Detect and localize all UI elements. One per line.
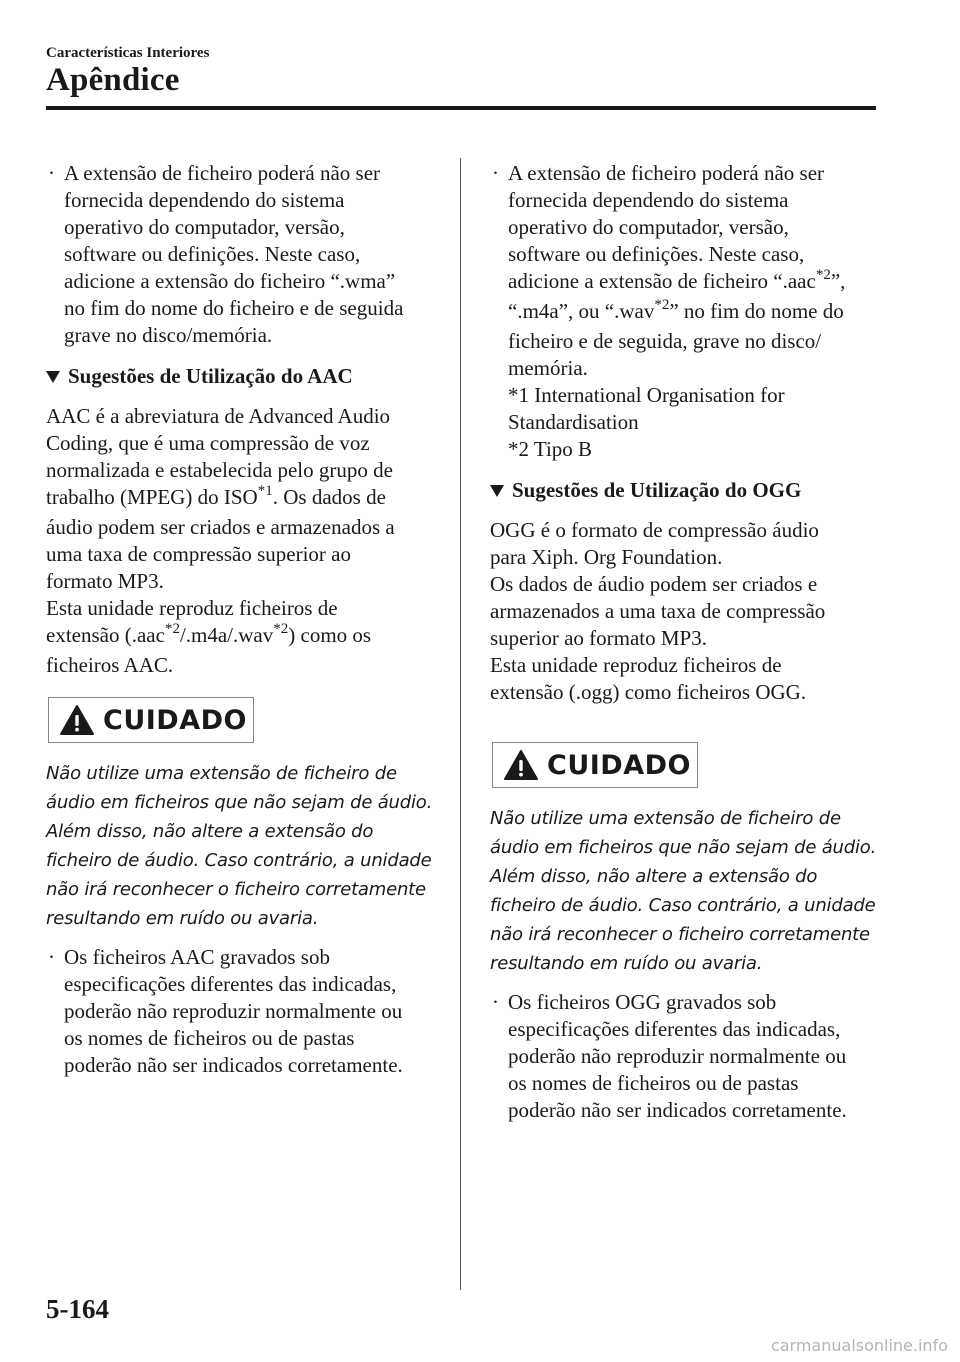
paragraph-line: normalizada e estabelecida pelo grupo de	[46, 458, 393, 482]
aac-heading	[46, 363, 446, 390]
caution-line: Não utilize uma extensão de ficheiro de	[46, 763, 397, 784]
caution-line: não irá reconhecer o ficheiro corretamente	[46, 879, 426, 900]
bullet-line	[508, 268, 890, 298]
caution-box	[492, 742, 698, 788]
bullet-line: poderão não reproduzir normalmente ou	[508, 1044, 847, 1068]
bullet-line: software ou definições. Neste caso,	[64, 242, 361, 266]
bullet-line: poderão não reproduzir normalmente ou	[64, 999, 403, 1023]
footnote-line: *2 Tipo B	[508, 437, 593, 461]
caution-line: áudio em ficheiros que não sejam de áudio.	[490, 837, 877, 858]
aac-paragraph	[46, 403, 446, 679]
caution-label: CUIDADO	[103, 704, 247, 736]
footnote-ref: *2	[164, 621, 180, 637]
bullet-line: especificações diferentes das indicadas,	[64, 972, 397, 996]
watermark: carmanualsonline.info	[770, 1336, 948, 1355]
bullet-dot: ·	[48, 161, 55, 185]
footnote-ref: *2	[815, 267, 831, 283]
bullet-line: fornecida dependendo do sistema	[64, 188, 345, 212]
paragraph-line: OGG é o formato de compressão áudio	[490, 518, 819, 542]
bullet-line: poderão não ser indicados corretamente.	[64, 1053, 403, 1077]
ogg-heading	[490, 477, 890, 504]
bullet-aac-specs	[46, 944, 446, 1079]
caution-box	[48, 697, 254, 743]
bullet-dot: ·	[492, 161, 499, 185]
paragraph-line: áudio podem ser criados e armazenados a	[46, 515, 395, 539]
bullet-wma-extension	[46, 160, 446, 349]
paragraph-line: formato MP3.	[46, 569, 164, 593]
footnote-ref: *2	[273, 621, 289, 637]
paragraph-line: uma taxa de compressão superior ao	[46, 542, 351, 566]
paragraph-line: extensão (.ogg) como ficheiros OGG.	[490, 680, 807, 704]
text-run: . Os dados de	[272, 485, 386, 509]
paragraph-line: Coding, que é uma compressão de voz	[46, 431, 370, 455]
right-column	[490, 160, 890, 1124]
caution-text	[46, 759, 446, 933]
footnote-line: *1 International Organisation for	[508, 383, 785, 407]
bullet-line: grave no disco/memória.	[64, 323, 273, 347]
text-run: ) como os	[288, 623, 372, 647]
bullet-aac-extension	[490, 160, 890, 463]
caution-line: Além disso, não altere a extensão do	[46, 821, 374, 842]
footnote-ref: *1	[257, 483, 273, 499]
left-column	[46, 160, 446, 1079]
triangle-down-icon	[490, 485, 504, 497]
paragraph-line	[46, 484, 446, 514]
paragraph-line: para Xiph. Org Foundation.	[490, 545, 723, 569]
bullet-line: adicione a extensão do ficheiro “.wma”	[64, 269, 396, 293]
text-run: ” no fim do nome do	[669, 299, 844, 323]
bullet-line: Os ficheiros AAC gravados sob	[64, 945, 330, 969]
text-run: adicione a extensão de ficheiro “.aac	[508, 269, 816, 293]
text-run: trabalho (MPEG) do ISO	[46, 485, 258, 509]
paragraph-line	[46, 622, 446, 652]
bullet-line: A extensão de ficheiro poderá não ser	[64, 161, 381, 185]
ogg-paragraph	[490, 517, 890, 706]
footnote-line: Standardisation	[508, 410, 639, 434]
bullet-line: os nomes de ficheiros ou de pastas	[508, 1071, 799, 1095]
paragraph-line: armazenados a uma taxa de compressão	[490, 599, 826, 623]
caution-line: resultando em ruído ou avaria.	[490, 953, 763, 974]
bullet-line: operativo do computador, versão,	[64, 215, 345, 239]
ogg-heading-text: Sugestões de Utilização do OGG	[512, 478, 802, 502]
text-run: /.m4a/.wav	[179, 623, 274, 647]
caution-line: áudio em ficheiros que não sejam de áudio.	[46, 792, 433, 813]
bullet-line: especificações diferentes das indicadas,	[508, 1017, 841, 1041]
caution-text	[490, 804, 890, 978]
bullet-ogg-specs	[490, 989, 890, 1124]
header-rule	[46, 106, 876, 110]
page-number: 5-164	[46, 1294, 109, 1324]
paragraph-line: Os dados de áudio podem ser criados e	[490, 572, 818, 596]
paragraph-line: superior ao formato MP3.	[490, 626, 707, 650]
page-title: Apêndice	[46, 62, 180, 98]
paragraph-line: Esta unidade reproduz ficheiros de	[46, 596, 338, 620]
bullet-line: Os ficheiros OGG gravados sob	[508, 990, 777, 1014]
triangle-down-icon	[46, 371, 60, 383]
paragraph-line: Esta unidade reproduz ficheiros de	[490, 653, 782, 677]
warning-triangle-icon	[503, 749, 539, 781]
paragraph-line: ficheiros AAC.	[46, 653, 174, 677]
footnote-ref: *2	[654, 297, 670, 313]
aac-heading-text: Sugestões de Utilização do AAC	[68, 364, 353, 388]
warning-triangle-icon	[59, 704, 95, 736]
bullet-line: operativo do computador, versão,	[508, 215, 789, 239]
caution-line: resultando em ruído ou avaria.	[46, 908, 319, 929]
bullet-line: A extensão de ficheiro poderá não ser	[508, 161, 825, 185]
bullet-dot: ·	[48, 945, 55, 969]
text-run: ”,	[830, 269, 846, 293]
bullet-line: no fim do nome do ficheiro e de seguida	[64, 296, 404, 320]
caution-label: CUIDADO	[547, 749, 691, 781]
bullet-dot: ·	[492, 990, 499, 1014]
bullet-line: os nomes de ficheiros ou de pastas	[64, 1026, 355, 1050]
paragraph-line: AAC é a abreviatura de Advanced Audio	[46, 404, 391, 428]
bullet-line: software ou definições. Neste caso,	[508, 242, 805, 266]
bullet-line	[508, 298, 890, 328]
column-divider	[460, 158, 461, 1290]
bullet-line: memória.	[508, 356, 588, 380]
bullet-line: fornecida dependendo do sistema	[508, 188, 789, 212]
text-run: “.m4a”, ou “.wav	[508, 299, 655, 323]
bullet-line: poderão não ser indicados corretamente.	[508, 1098, 847, 1122]
bullet-line: ficheiro e de seguida, grave no disco/	[508, 329, 822, 353]
header-category: Características Interiores	[46, 45, 210, 61]
caution-line: ficheiro de áudio. Caso contrário, a unidade	[490, 895, 876, 916]
caution-line: Além disso, não altere a extensão do	[490, 866, 818, 887]
caution-line: não irá reconhecer o ficheiro corretamente	[490, 924, 870, 945]
caution-line: ficheiro de áudio. Caso contrário, a unidade	[46, 850, 432, 871]
text-run: extensão (.aac	[46, 623, 165, 647]
caution-line: Não utilize uma extensão de ficheiro de	[490, 808, 841, 829]
